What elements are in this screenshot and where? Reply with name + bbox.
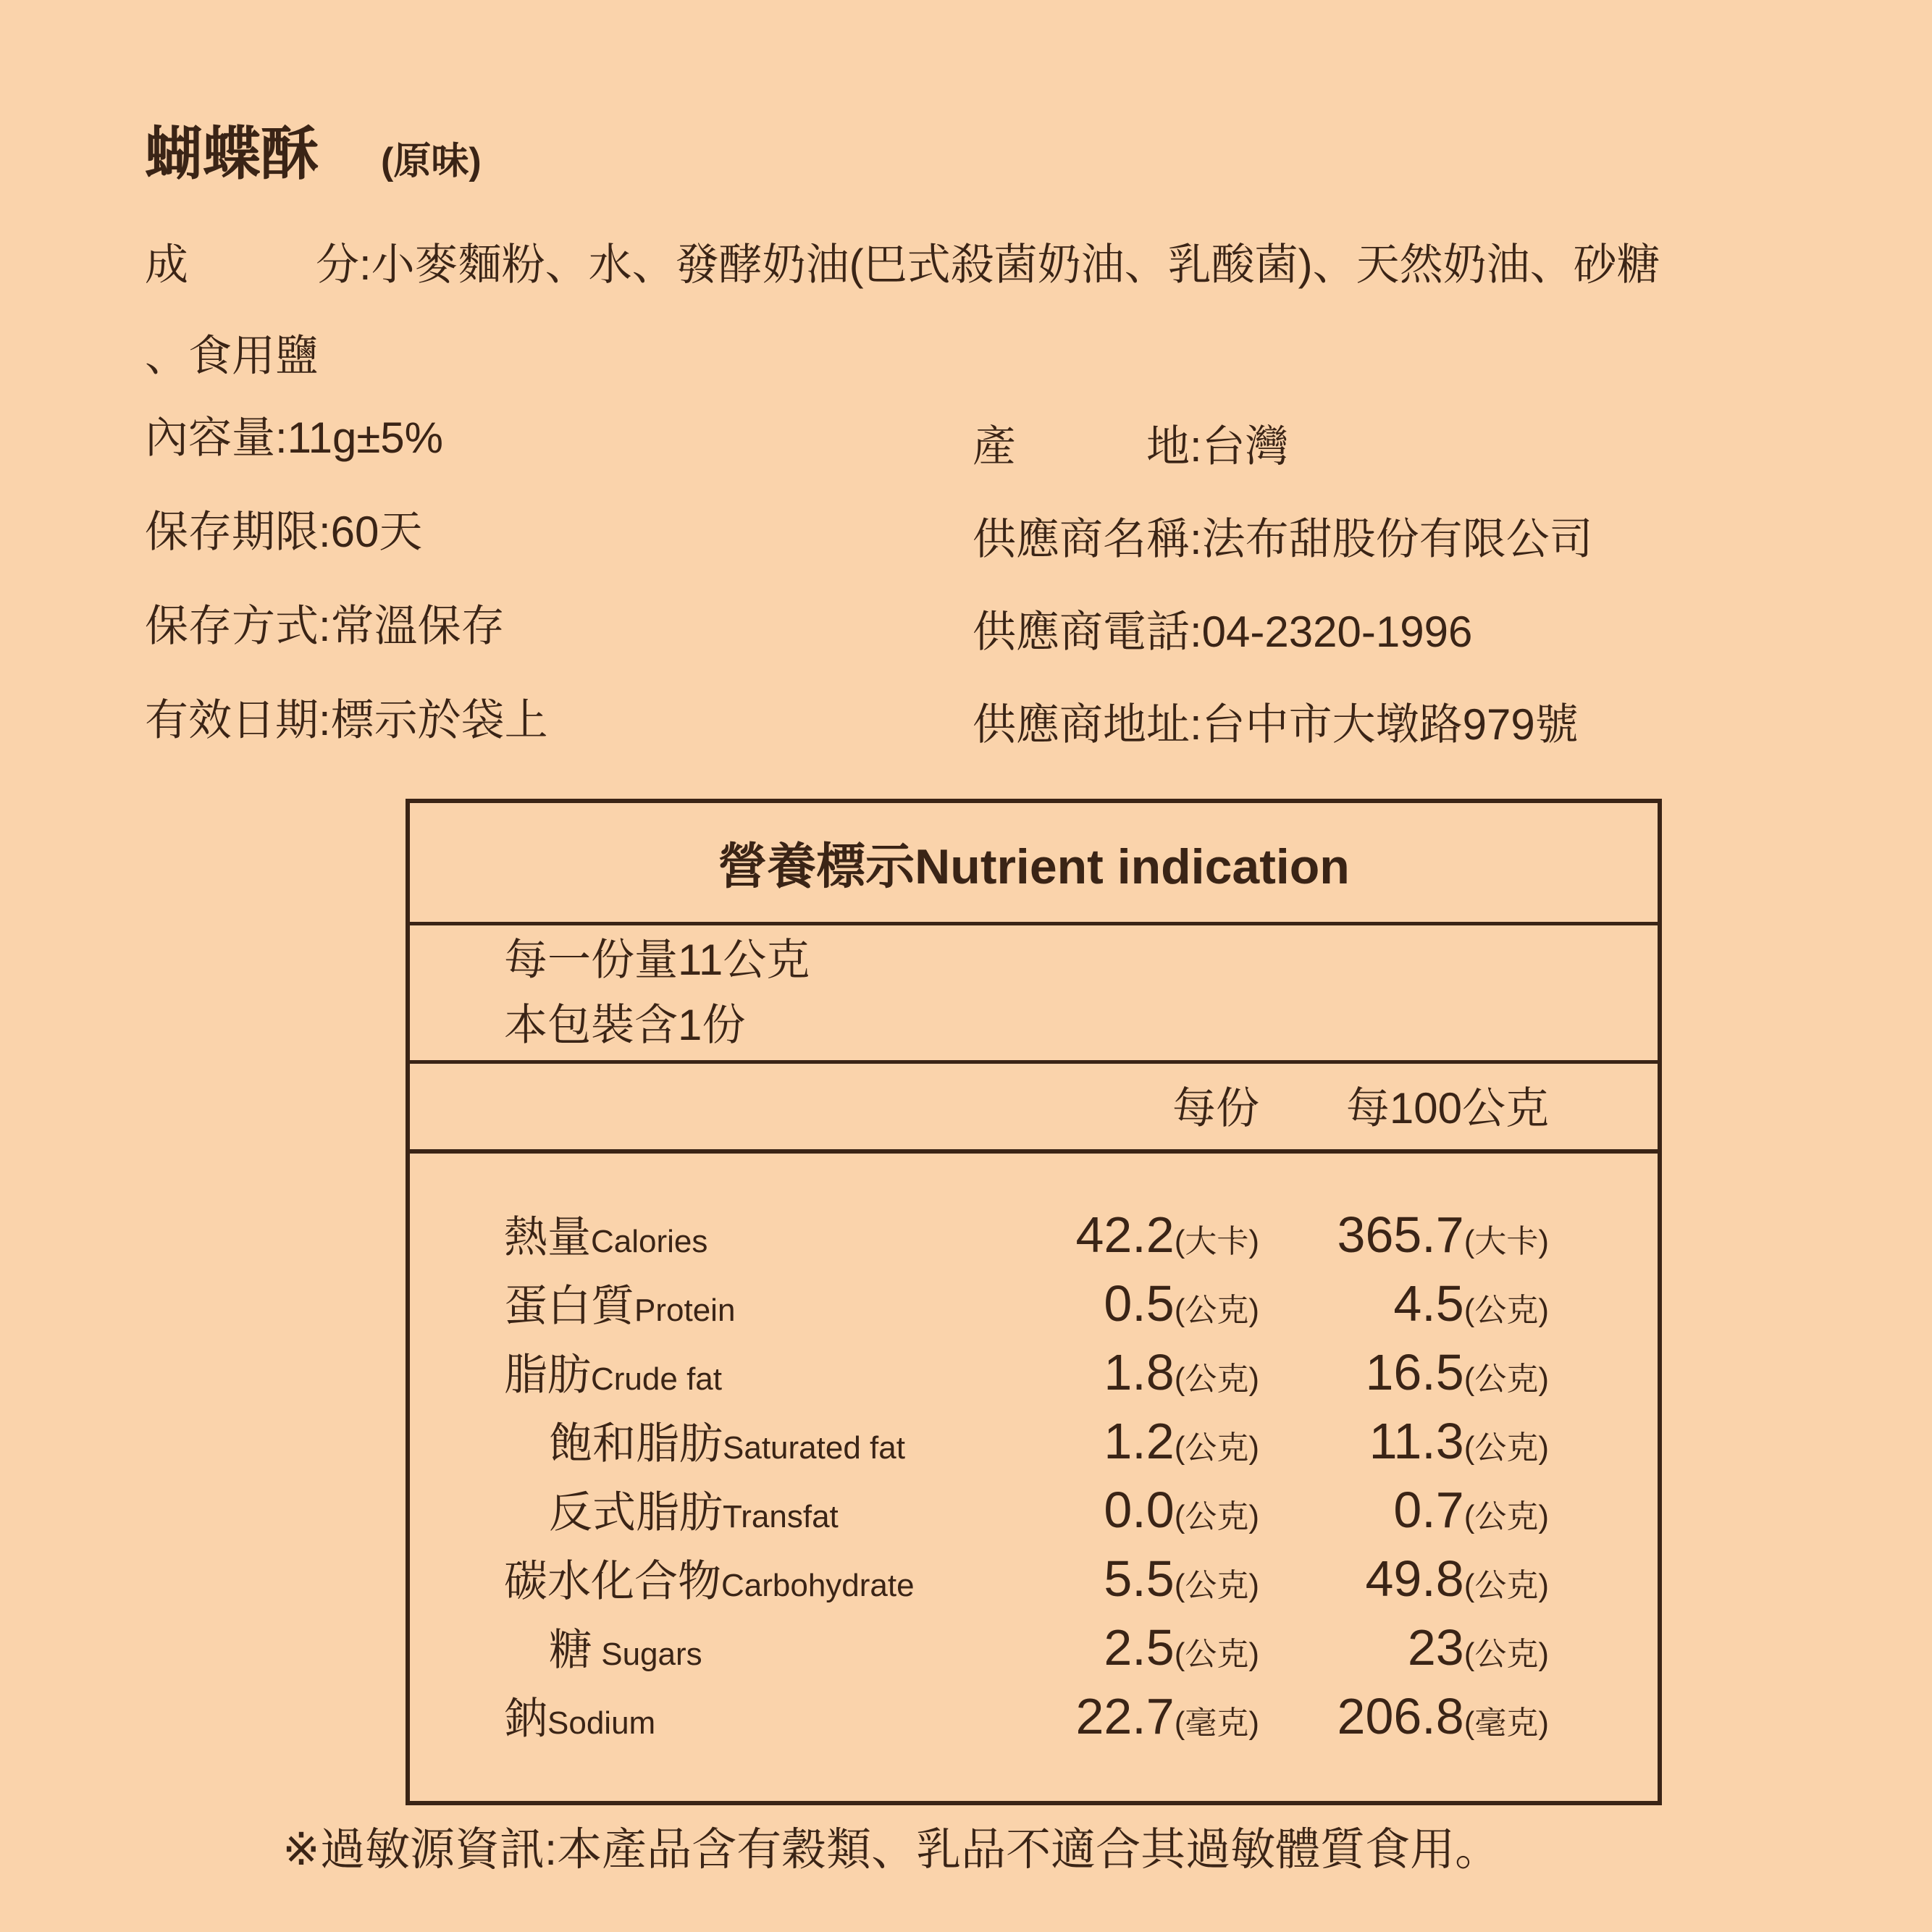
colon: :	[1190, 422, 1202, 471]
nutrient-name-en: Sodium	[547, 1705, 656, 1741]
nutrient-name-en: Crude fat	[591, 1361, 722, 1397]
nutrient-value: 16.5	[1365, 1344, 1464, 1400]
nutrient-row	[410, 1545, 1658, 1613]
info-label: 保存期限:	[145, 508, 331, 556]
allergy-note: ※過敏源資訊:本產品含有穀類、乳品不適合其過敏體質食用。	[282, 1825, 1500, 1875]
nutrition-body	[410, 1154, 1658, 1751]
info-line	[145, 391, 548, 485]
info-value: 法布甜股份有限公司	[1201, 515, 1593, 563]
info-left-column	[145, 391, 548, 768]
info-line	[145, 579, 548, 673]
nutrient-name-en: Carbohydrate	[721, 1568, 915, 1603]
nutrient-name-zh: 糖	[549, 1626, 592, 1674]
nutrient-value: 22.7	[1075, 1688, 1175, 1744]
product-title: 蝴蝶酥	[145, 122, 319, 186]
nutrition-table	[406, 799, 1662, 1805]
nutrition-column-headers	[410, 1064, 1658, 1154]
nutrient-row	[410, 1269, 1658, 1338]
nutrient-name-zh: 蛋白質	[504, 1282, 634, 1330]
info-label: 內容量:	[145, 413, 287, 462]
nutrient-name-en: Sugars	[592, 1637, 702, 1672]
value-per-100g	[1259, 1682, 1549, 1765]
col-header-per-serving: 每份	[1172, 1084, 1259, 1133]
nutrient-unit: (大卡)	[1463, 1224, 1549, 1259]
nutrient-name-zh: 鈉	[504, 1694, 547, 1743]
nutrient-value: 5.5	[1104, 1550, 1175, 1607]
info-label: 保存方式:	[145, 602, 331, 650]
info-value: 60天	[330, 508, 423, 556]
info-line	[145, 485, 548, 579]
nutrient-unit: (公克)	[1174, 1293, 1259, 1328]
col-header-per-100g: 每100公克	[1345, 1084, 1549, 1133]
ingredients-text-1: 小麥麵粉、水、發酵奶油(巴式殺菌奶油、乳酸菌)、天然奶油、砂糖	[371, 240, 1660, 289]
nutrient-name	[504, 1272, 1013, 1345]
ingredients-text-2: 、食用鹽	[145, 332, 319, 380]
ingredients-block	[145, 219, 1660, 402]
nutrient-name-en: Saturated fat	[723, 1430, 905, 1466]
nutrition-title: 營養標示Nutrient indication	[410, 803, 1658, 925]
nutrient-value: 2.5	[1104, 1619, 1175, 1676]
nutrient-row	[410, 1476, 1658, 1545]
colon: :	[359, 240, 371, 289]
nutrient-unit: (公克)	[1463, 1361, 1549, 1397]
ingredients-label: 成 分	[145, 240, 359, 289]
origin-label: 產 地	[973, 422, 1190, 471]
info-label: 有效日期:	[145, 696, 331, 744]
info-value: 台中市大墩路979號	[1201, 700, 1579, 749]
nutrient-value: 1.8	[1104, 1344, 1175, 1400]
info-line	[145, 673, 548, 768]
nutrient-name	[504, 1478, 1013, 1551]
nutrient-name	[504, 1340, 1013, 1414]
nutrient-unit: (公克)	[1463, 1293, 1549, 1328]
nutrient-name	[504, 1616, 1013, 1689]
nutrient-value: 0.0	[1104, 1482, 1175, 1538]
nutrient-unit: (毫克)	[1174, 1705, 1259, 1741]
nutrient-unit: (公克)	[1463, 1568, 1549, 1603]
nutrient-value: 365.7	[1337, 1206, 1464, 1263]
info-line	[973, 586, 1593, 679]
info-label: 供應商地址:	[973, 700, 1202, 749]
nutrient-value: 4.5	[1393, 1275, 1464, 1332]
nutrient-row	[410, 1201, 1658, 1269]
nutrient-unit: (公克)	[1463, 1637, 1549, 1672]
nutrient-name-zh: 碳水化合物	[504, 1557, 721, 1605]
info-value: 常溫保存	[330, 602, 505, 650]
origin-line	[973, 400, 1593, 493]
product-title-line	[145, 114, 482, 211]
nutrient-value: 42.2	[1075, 1206, 1175, 1263]
nutrient-row	[410, 1338, 1658, 1407]
nutrient-unit: (公克)	[1174, 1430, 1259, 1466]
nutrient-row	[410, 1682, 1658, 1751]
nutrient-name	[504, 1684, 1013, 1757]
nutrient-unit: (毫克)	[1463, 1705, 1549, 1741]
value-per-serving	[1013, 1682, 1259, 1765]
nutrient-unit: (公克)	[1174, 1499, 1259, 1534]
serving-section	[410, 925, 1658, 1064]
nutrient-name-zh: 反式脂肪	[549, 1488, 723, 1537]
origin-value: 台灣	[1201, 422, 1289, 471]
nutrient-unit: (大卡)	[1174, 1224, 1259, 1259]
nutrient-name-en: Protein	[634, 1293, 736, 1328]
nutrient-row	[410, 1407, 1658, 1476]
info-label: 供應商電話:	[973, 608, 1202, 656]
ingredients-line-2	[145, 311, 1660, 402]
nutrient-unit: (公克)	[1174, 1361, 1259, 1397]
servings-per-package: 本包裝含1份	[504, 1001, 746, 1049]
nutrient-name-zh: 脂肪	[504, 1351, 591, 1399]
nutrient-value: 23	[1407, 1619, 1464, 1676]
info-label: 供應商名稱:	[973, 515, 1202, 563]
info-value: 11g±5%	[287, 413, 443, 462]
nutrient-unit: (公克)	[1174, 1568, 1259, 1603]
nutrient-name-en: Transfat	[723, 1499, 839, 1534]
flavor-label: (原味)	[381, 140, 482, 182]
info-line	[973, 679, 1593, 771]
nutrient-row	[410, 1613, 1658, 1682]
nutrient-name-zh: 飽和脂肪	[549, 1419, 723, 1468]
nutrient-value: 1.2	[1104, 1413, 1175, 1469]
nutrient-value: 206.8	[1337, 1688, 1464, 1744]
nutrient-value: 11.3	[1369, 1413, 1464, 1469]
info-right-column	[973, 400, 1593, 771]
nutrient-name	[504, 1203, 1013, 1276]
info-line	[973, 493, 1593, 586]
nutrient-name	[504, 1409, 1013, 1482]
nutrient-value: 0.5	[1104, 1275, 1175, 1332]
nutrient-unit: (公克)	[1463, 1430, 1549, 1466]
nutrient-unit: (公克)	[1174, 1637, 1259, 1672]
nutrient-name-zh: 熱量	[504, 1213, 591, 1261]
nutrient-unit: (公克)	[1463, 1499, 1549, 1534]
nutrient-value: 49.8	[1365, 1550, 1464, 1607]
nutrient-name-en: Calories	[591, 1224, 708, 1259]
nutrient-value: 0.7	[1393, 1482, 1464, 1538]
info-value: 標示於袋上	[330, 696, 548, 744]
nutrient-name	[504, 1547, 1013, 1620]
ingredients-line-1	[145, 219, 1660, 311]
serving-size: 每一份量11公克	[504, 936, 810, 984]
info-value: 04-2320-1996	[1201, 608, 1473, 656]
